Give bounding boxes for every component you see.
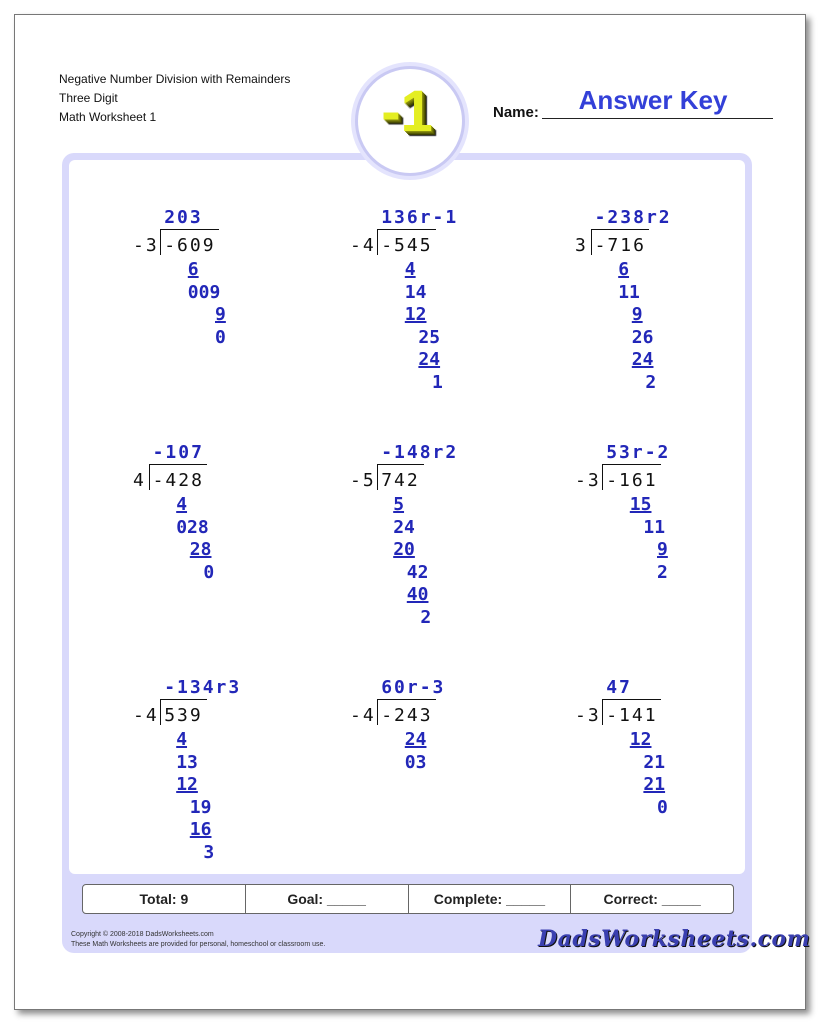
subtracted-value: 12 — [404, 304, 427, 326]
division-bar — [591, 229, 650, 230]
copyright-notice — [71, 930, 325, 950]
dividend: -609 — [164, 235, 216, 256]
quotient: 60r-3 — [381, 677, 446, 698]
subtracted-value: 9 — [657, 539, 668, 561]
divisor: 4 — [133, 470, 146, 491]
dividend: -716 — [594, 235, 646, 256]
dividend: -243 — [381, 705, 433, 726]
remainder-value: 13 — [176, 751, 198, 773]
divisor: -3 — [575, 705, 601, 726]
total-field: Total: 9 — [83, 885, 246, 913]
division-bar — [149, 464, 208, 465]
subtracted-value: 28 — [189, 539, 212, 561]
subtracted-value: 9 — [215, 304, 226, 326]
remainder-value: 1 — [432, 372, 443, 393]
subtracted-value: 24 — [418, 349, 441, 371]
dividend: 539 — [164, 705, 203, 726]
remainder-value: 11 — [643, 516, 666, 538]
division-bracket — [160, 229, 161, 255]
division-bar — [377, 229, 436, 230]
remainder-value: 028 — [176, 516, 209, 538]
subtracted-value: 6 — [618, 259, 630, 280]
division-bracket — [591, 229, 592, 255]
remainder-value: 24 — [393, 516, 415, 538]
quotient: 203 — [164, 207, 203, 228]
remainder-value: 19 — [189, 796, 212, 818]
subtracted-value: 40 — [406, 584, 429, 606]
remainder-value: 21 — [643, 751, 666, 773]
subtracted-value: 6 — [187, 259, 199, 280]
subtracted-value: 12 — [629, 729, 652, 750]
division-bracket — [377, 699, 378, 725]
subtracted-value: 20 — [393, 539, 415, 561]
subtracted-value: 16 — [189, 819, 212, 841]
remainder-value: 25 — [418, 326, 441, 348]
divisor: -4 — [133, 705, 159, 726]
quotient: -238r2 — [594, 207, 672, 228]
divisor: -3 — [133, 235, 159, 256]
dividend: -545 — [381, 235, 433, 256]
dividend: -161 — [606, 470, 658, 491]
score-footer — [82, 884, 734, 914]
quotient: 136r-1 — [381, 207, 459, 228]
dividend: -141 — [606, 705, 658, 726]
remainder-value: 2 — [645, 372, 657, 393]
division-bracket — [377, 464, 378, 490]
dadsworksheets-logo: DadsWorksheets.com — [538, 926, 811, 952]
correct-field[interactable]: Correct: _____ — [603, 891, 701, 907]
subtracted-value: 24 — [631, 349, 654, 371]
subtracted-value: 12 — [176, 774, 198, 796]
subtracted-value: 15 — [629, 494, 652, 515]
usage-line: These Math Worksheets are provided for personal, homeschool or classroom use. — [71, 941, 326, 948]
remainder-value: 0 — [203, 561, 215, 583]
remainder-value: 42 — [406, 561, 429, 583]
remainder-value: 2 — [657, 561, 668, 583]
remainder-value: 2 — [420, 607, 432, 628]
remainder-value: 3 — [203, 842, 215, 863]
division-bar — [160, 699, 207, 700]
quotient: -148r2 — [381, 442, 459, 463]
subtracted-value: 5 — [393, 494, 405, 515]
worksheet-number: Math Worksheet 1 — [59, 110, 157, 124]
remainder-value: 26 — [631, 326, 654, 348]
subtracted-value: 4 — [176, 729, 188, 750]
worksheet-title: Negative Number Division with Remainders — [59, 72, 291, 86]
remainder-value: 0 — [657, 796, 668, 818]
subtracted-value: 24 — [404, 729, 427, 750]
subtracted-value: 4 — [176, 494, 188, 515]
division-bar — [377, 699, 436, 700]
name-label: Name: — [493, 104, 539, 121]
division-bar — [160, 229, 219, 230]
remainder-value: 0 — [215, 326, 226, 348]
remainder-value: 03 — [404, 751, 427, 773]
division-bar — [377, 464, 424, 465]
division-bracket — [602, 699, 603, 725]
division-bracket — [602, 464, 603, 490]
dividend: -428 — [152, 470, 204, 491]
divisor: -5 — [350, 470, 376, 491]
division-bar — [602, 464, 661, 465]
quotient: -107 — [152, 442, 204, 463]
division-bracket — [149, 464, 150, 490]
badge-number: -1 — [381, 79, 433, 144]
quotient: 53r-2 — [606, 442, 671, 463]
dividend: 742 — [381, 470, 420, 491]
division-bracket — [160, 699, 161, 725]
division-bar — [602, 699, 661, 700]
subtracted-value: 4 — [404, 259, 416, 280]
answer-key-text: Answer Key — [578, 85, 728, 115]
divisor: -3 — [575, 470, 601, 491]
division-bracket — [377, 229, 378, 255]
remainder-value: 009 — [187, 281, 221, 303]
quotient: 47 — [606, 677, 632, 698]
complete-field[interactable]: Complete: _____ — [409, 885, 572, 913]
copyright-line: Copyright © 2008-2018 DadsWorksheets.com — [71, 931, 214, 938]
remainder-value: 14 — [404, 281, 427, 303]
worksheet-subtitle: Three Digit — [59, 91, 118, 105]
divisor: 3 — [575, 235, 588, 256]
divisor: -4 — [350, 705, 376, 726]
quotient: -134r3 — [164, 677, 242, 698]
name-line — [542, 118, 773, 119]
remainder-value: 11 — [618, 281, 640, 303]
goal-field[interactable]: Goal: _____ — [246, 885, 409, 913]
subtracted-value: 21 — [643, 774, 666, 796]
divisor: -4 — [350, 235, 376, 256]
subtracted-value: 9 — [631, 304, 643, 326]
